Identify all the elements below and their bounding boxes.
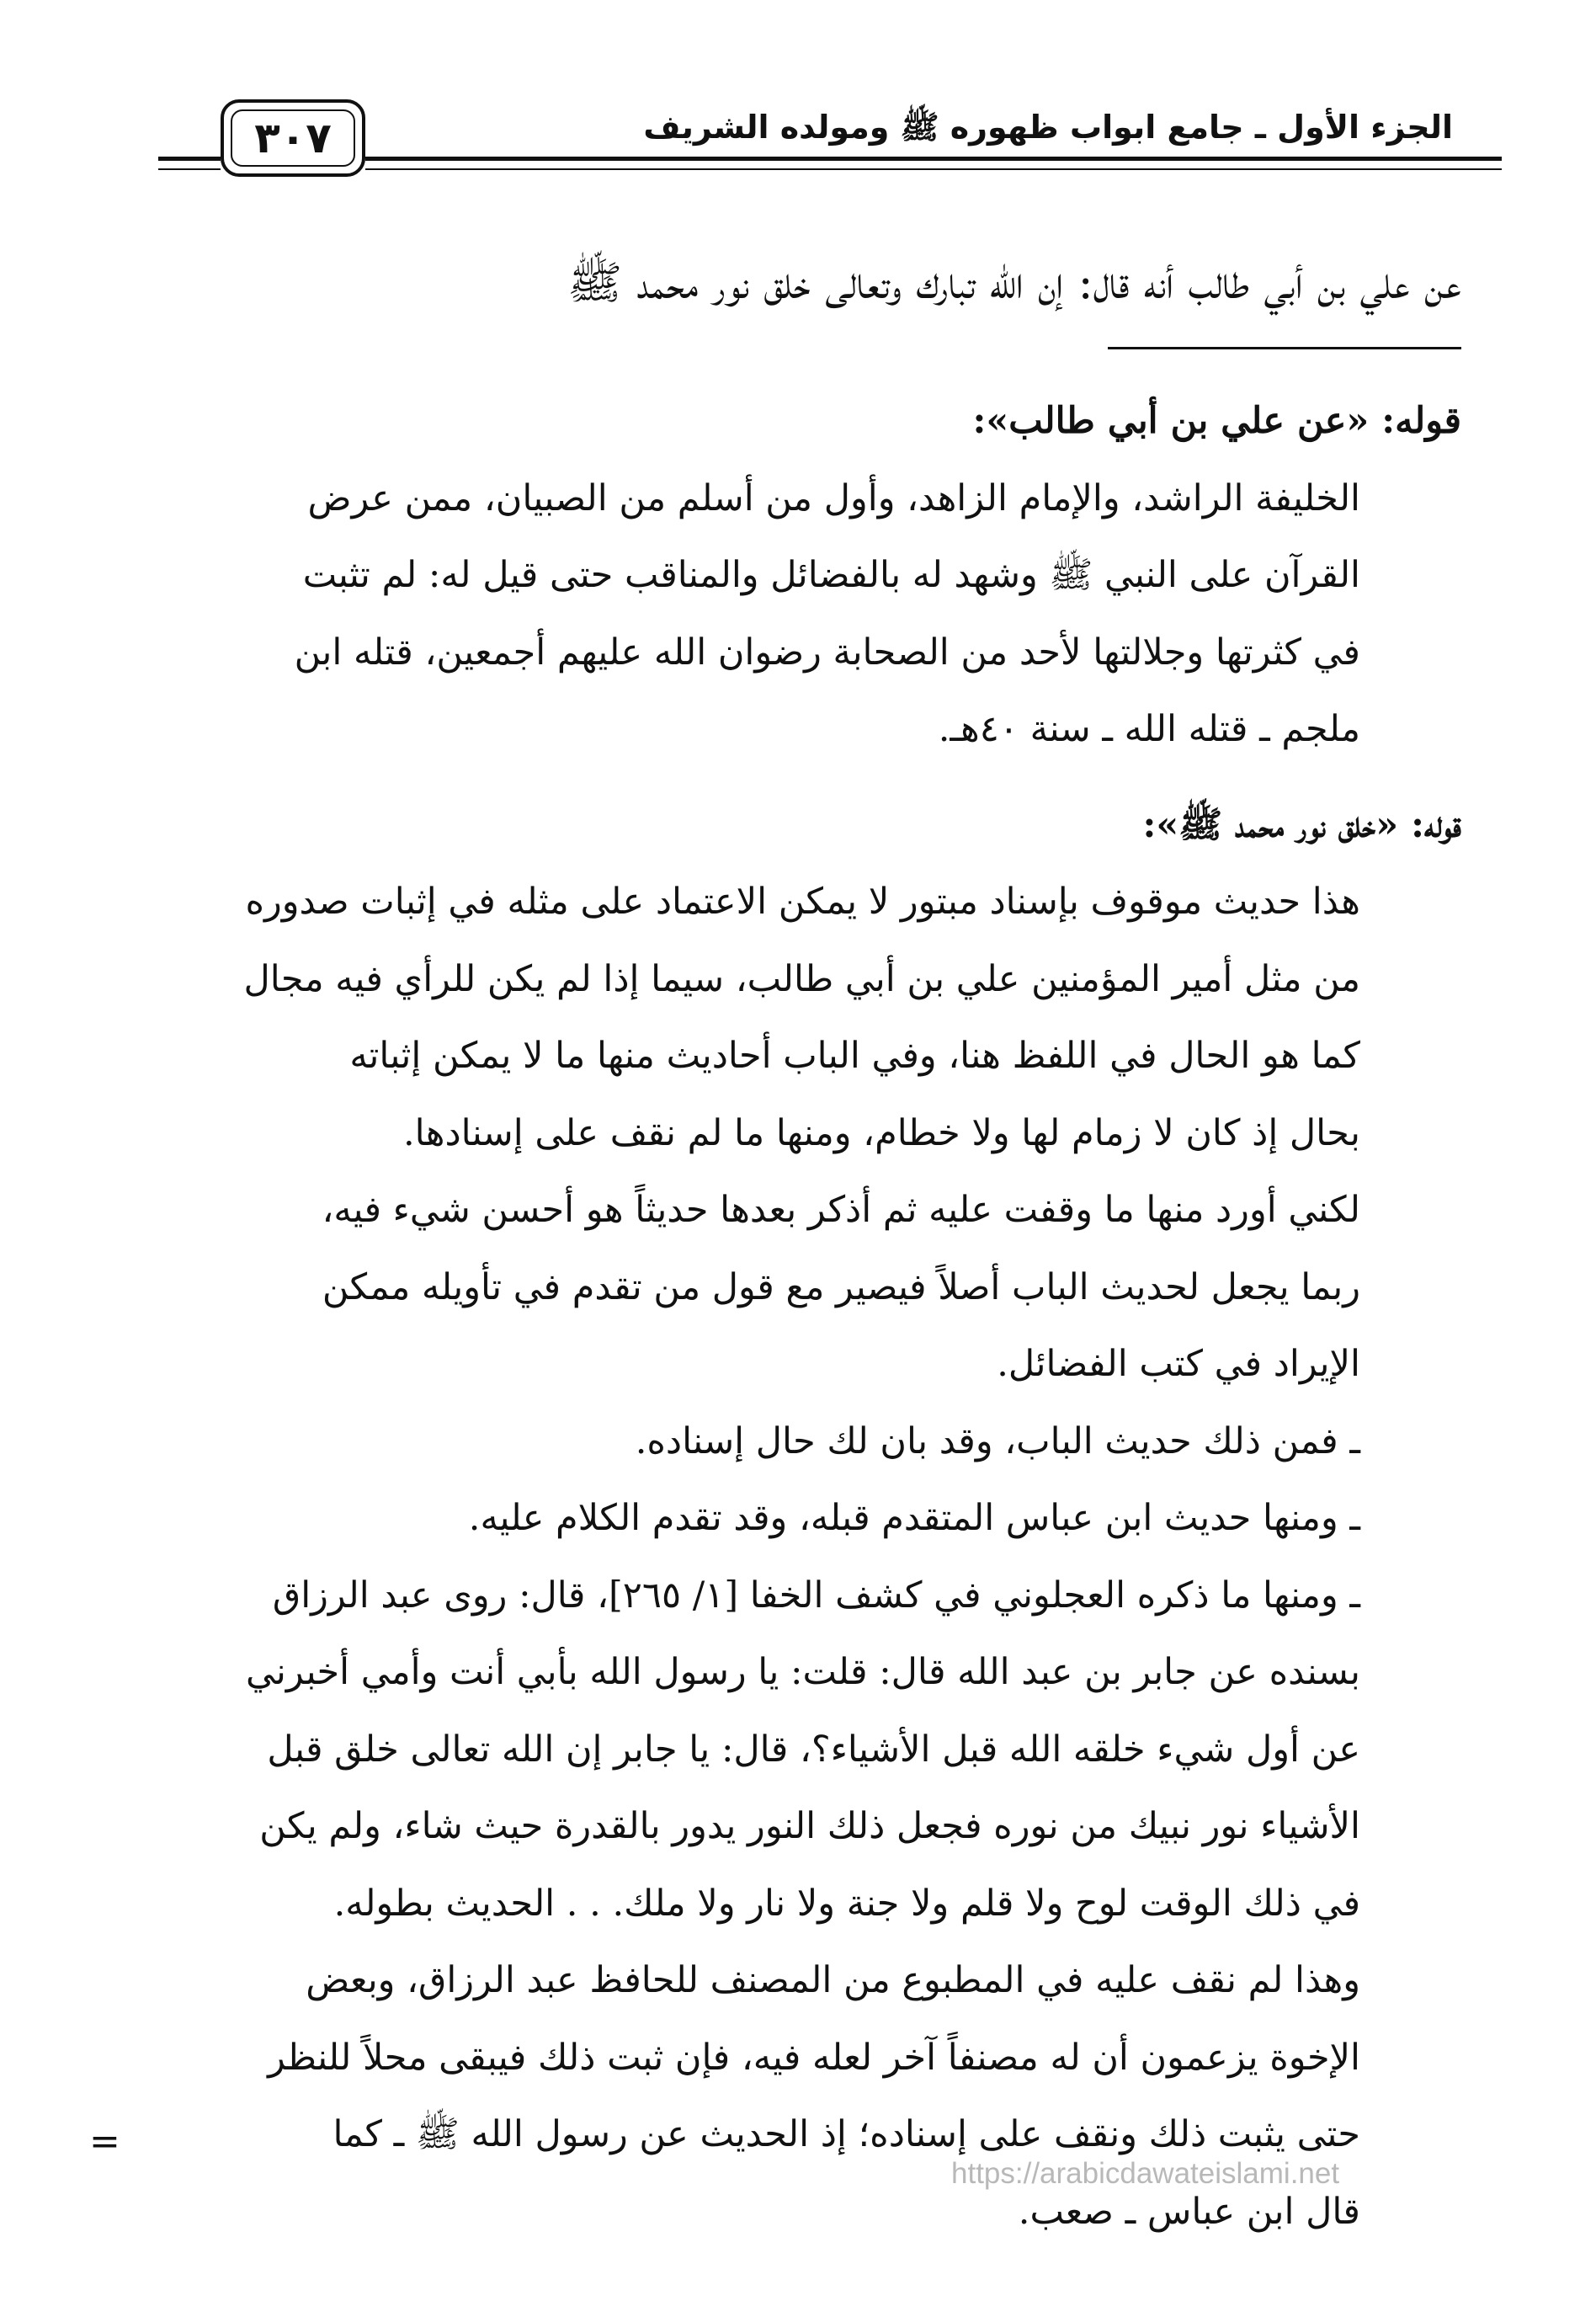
text-line: عن أول شيء خلقه الله قبل الأشياء؟، قال: يا جابر إن الله تعالى خلق قبل xyxy=(267,1728,1360,1771)
section-gap xyxy=(131,769,1461,787)
text-line: الإخوة يزعمون أن له مصنفاً آخر لعله فيه، فإن ثبت ذلك فيبقى محلاً للنظر xyxy=(268,2036,1360,2079)
page-number-frame xyxy=(221,99,365,177)
text-line: لكني أورد منها ما وقفت عليه ثم أذكر بعدها حديثاً هو أحسن شيء فيه، xyxy=(322,1189,1360,1231)
text-line: كما هو الحال في اللفظ هنا، وفي الباب أحاديث منها ما لا يمكن إثباته xyxy=(349,1035,1360,1077)
text-line: الإيراد في كتب الفضائل. xyxy=(997,1343,1360,1385)
text-line: القرآن على النبي ﷺ وشهد له بالفضائل والمناقب حتى قيل له: لم تثبت xyxy=(302,554,1360,596)
running-title: الجزء الأول ـ جامع ابواب ظهوره ﷺ ومولده الشريف xyxy=(643,109,1453,146)
commentary xyxy=(131,383,1461,2250)
continuation-mark: = xyxy=(89,2120,120,2163)
text-line: ربما يجعل لحديث الباب أصلاً فيصير مع قول من تقدم في تأويله ممكن xyxy=(322,1265,1360,1308)
text-line: في ذلك الوقت لوح ولا قلم ولا جنة ولا نار ولا ملك. . . الحديث بطوله. xyxy=(333,1882,1360,1925)
text-line: في كثرتها وجلالتها لأحد من الصحابة رضوان الله عليهم أجمعين، قتله ابن xyxy=(294,631,1360,674)
text-line: قال ابن عباس ـ صعب. xyxy=(1018,2190,1360,2233)
header-rule-left-thin xyxy=(158,168,221,170)
section-body-nur xyxy=(131,864,1360,2250)
matn-separator xyxy=(1108,347,1461,349)
text-line: ملجم ـ قتله الله ـ سنة ٤٠هـ. xyxy=(938,708,1360,750)
text-line: ـ ومنها حديث ابن عباس المتقدم قبله، وقد تقدم الكلام عليه. xyxy=(468,1497,1360,1539)
text-line: بحال إذ كان لا زمام لها ولا خطام، ومنها ما لم نقف على إسنادها. xyxy=(403,1111,1360,1154)
section-heading-ali: قوله: «عن علي بن أبي طالب»: xyxy=(972,400,1461,442)
text-line: حتى يثبت ذلك ونقف على إسناده؛ إذ الحديث عن رسول الله ﷺ ـ كما xyxy=(332,2113,1360,2155)
page-number: ٣٠٧ xyxy=(231,109,355,167)
text-line: من مثل أمير المؤمنين علي بن أبي طالب، سيما إذا لم يكن للرأي فيه مجال xyxy=(243,957,1360,1000)
text-line: ـ ومنها ما ذكره العجلوني في كشف الخفا [١/ ٢٦٥]، قال: روى عبد الرزاق xyxy=(272,1574,1360,1617)
matn-text: عن علي بن أبي طالب أنه قال: إن الله تبارك وتعالى خلق نور محمد ﷺ xyxy=(567,256,1461,309)
header-rule-left xyxy=(158,157,221,161)
text-line: هذا حديث موقوف بإسناد مبتور لا يمكن الاعتماد على مثله في إثبات صدوره xyxy=(245,881,1360,923)
text-line: ـ فمن ذلك حديث الباب، وقد بان لك حال إسناده. xyxy=(635,1419,1360,1462)
section-body-ali xyxy=(131,461,1360,769)
text-line: وهذا لم نقف عليه في المطبوع من المصنف للحافظ عبد الرزاق، وبعض xyxy=(306,1959,1360,2001)
watermark-url: https://arabicdawateislami.net xyxy=(951,2157,1340,2190)
text-line: بسنده عن جابر بن عبد الله قال: قلت: يا رسول الله بأبي أنت وأمي أخبرني xyxy=(246,1651,1360,1693)
header-rule-right xyxy=(365,157,1502,161)
text-line: الخليفة الراشد، والإمام الزاهد، وأول من أسلم من الصبيان، ممن عرض xyxy=(307,477,1360,519)
header-rule-right-thin xyxy=(365,168,1502,170)
section-heading-nur: قوله: «خلق نور محمد ﷺ»: xyxy=(1142,803,1461,846)
text-line: الأشياء نور نبيك من نوره فجعل ذلك النور يدور بالقدرة حيث شاء، ولم يكن xyxy=(259,1805,1360,1847)
